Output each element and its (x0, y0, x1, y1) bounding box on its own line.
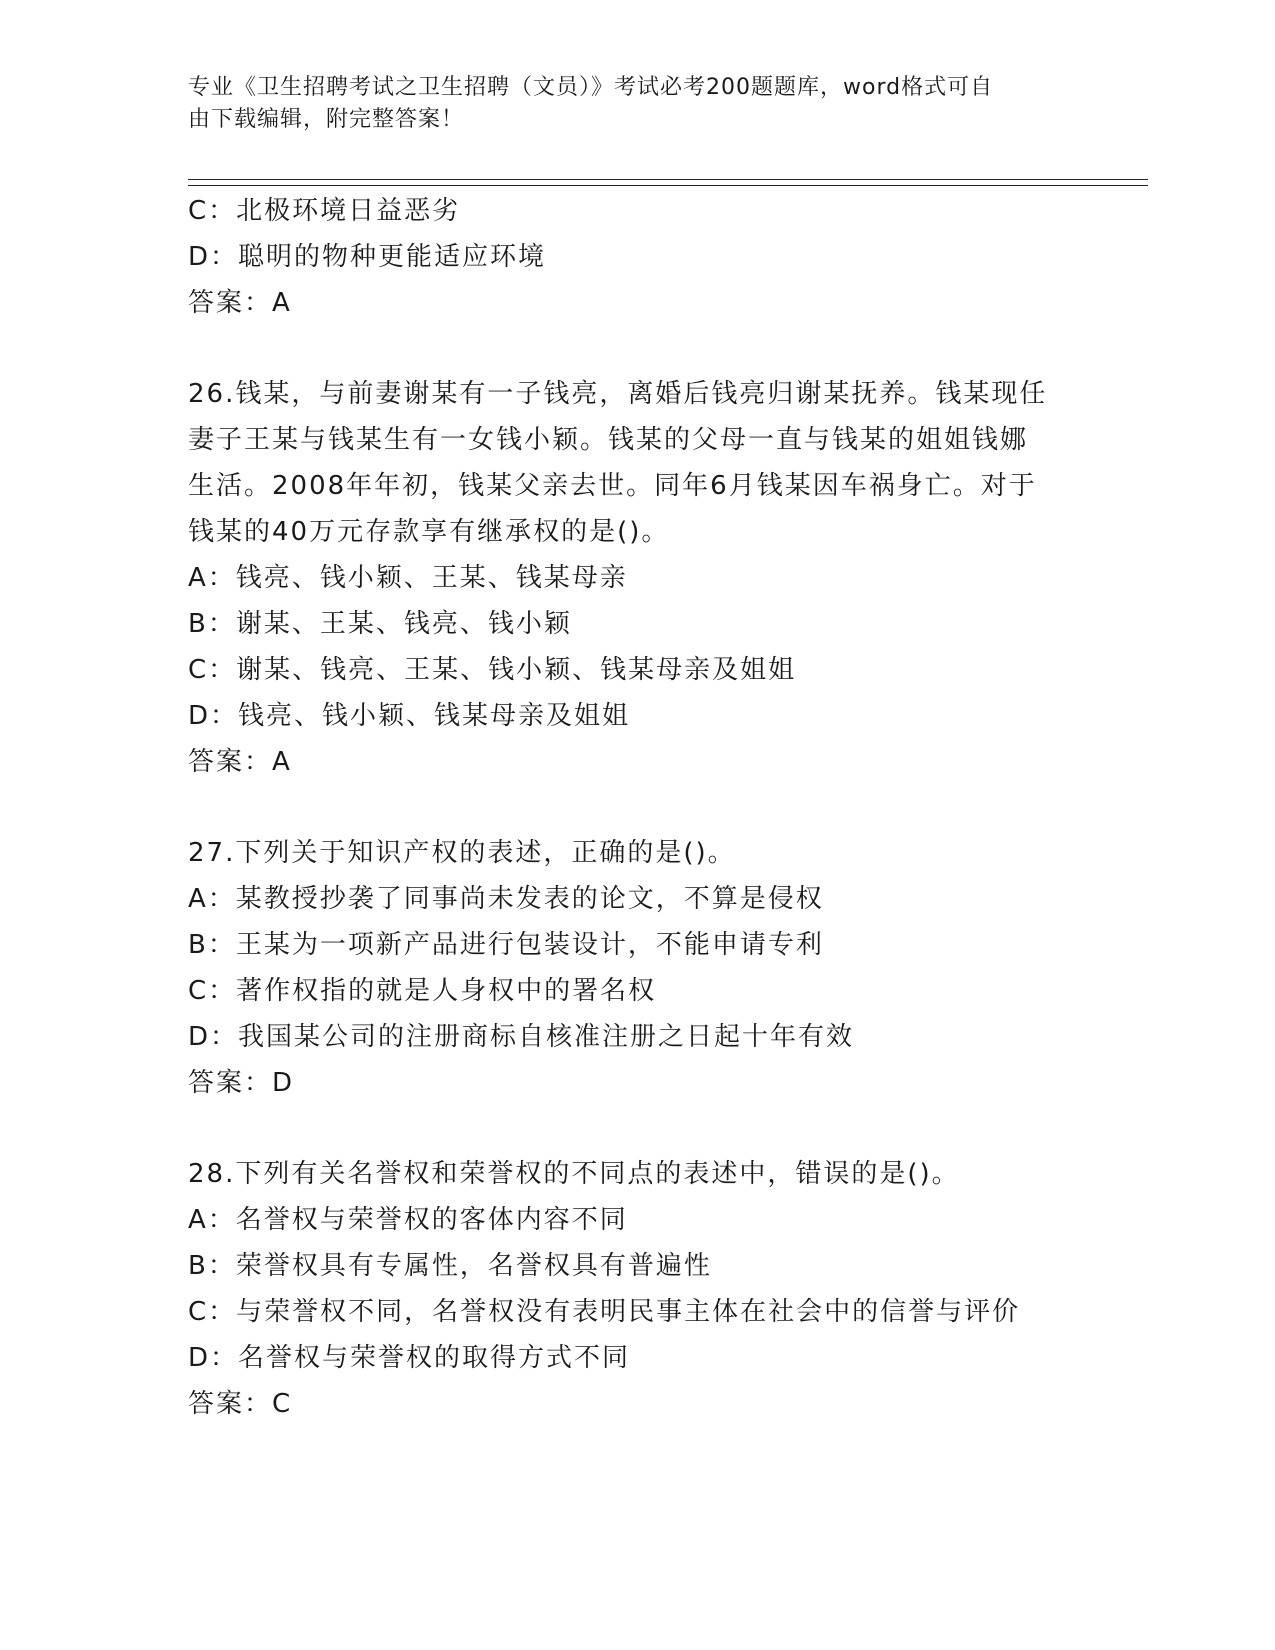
option-a: A：名誉权与荣誉权的客体内容不同 (188, 1205, 628, 1235)
question-26 (188, 371, 1088, 785)
option-b: B：王某为一项新产品进行包装设计，不能申请专利 (188, 930, 824, 960)
answer: 答案：A (188, 288, 292, 318)
option-d: D：聪明的物种更能适应环境 (188, 242, 547, 272)
question-stem-line: 钱某的40万元存款享有继承权的是()。 (188, 517, 670, 547)
question-27 (188, 830, 1088, 1106)
document-header (188, 72, 1088, 136)
option-a: A：钱亮、钱小颖、王某、钱某母亲 (188, 563, 628, 593)
option-d: D：名誉权与荣誉权的取得方式不同 (188, 1343, 631, 1373)
question-stem: 28.下列有关名誉权和荣誉权的不同点的表述中，错误的是()。 (188, 1159, 960, 1189)
option-b: B：荣誉权具有专属性，名誉权具有普遍性 (188, 1251, 712, 1281)
option-b: B：谢某、王某、钱亮、钱小颖 (188, 609, 572, 639)
prev-question (188, 188, 1088, 326)
answer: 答案：A (188, 747, 292, 777)
question-stem-line: 26.钱某，与前妻谢某有一子钱亮，离婚后钱亮归谢某抚养。钱某现任 (188, 379, 1048, 409)
question-stem-line: 生活。2008年年初，钱某父亲去世。同年6月钱某因车祸身亡。对于 (188, 471, 1037, 501)
option-d: D：钱亮、钱小颖、钱某母亲及姐姐 (188, 701, 631, 731)
option-a: A：某教授抄袭了同事尚未发表的论文，不算是侵权 (188, 884, 824, 914)
header-divider-top (188, 179, 1148, 180)
question-stem-line: 妻子王某与钱某生有一女钱小颖。钱某的父母一直与钱某的姐姐钱娜 (188, 425, 1029, 455)
header-line-2: 由下载编辑，附完整答案！ (188, 107, 465, 132)
option-c: C：谢某、钱亮、王某、钱小颖、钱某母亲及姐姐 (188, 655, 797, 685)
header-divider-bottom (188, 185, 1148, 186)
question-list (188, 188, 1088, 1427)
option-c: C：北极环境日益恶劣 (188, 196, 461, 226)
option-d: D：我国某公司的注册商标自核准注册之日起十年有效 (188, 1022, 855, 1052)
question-28 (188, 1151, 1088, 1427)
option-c: C：著作权指的就是人身权中的署名权 (188, 976, 657, 1006)
answer: 答案：D (188, 1068, 295, 1098)
header-line-1: 专业《卫生招聘考试之卫生招聘（文员）》考试必考200题题库，word格式可自 (188, 75, 994, 100)
option-c: C：与荣誉权不同，名誉权没有表明民事主体在社会中的信誉与评价 (188, 1297, 1021, 1327)
answer: 答案：C (188, 1389, 293, 1419)
question-stem: 27.下列关于知识产权的表述，正确的是()。 (188, 838, 736, 868)
